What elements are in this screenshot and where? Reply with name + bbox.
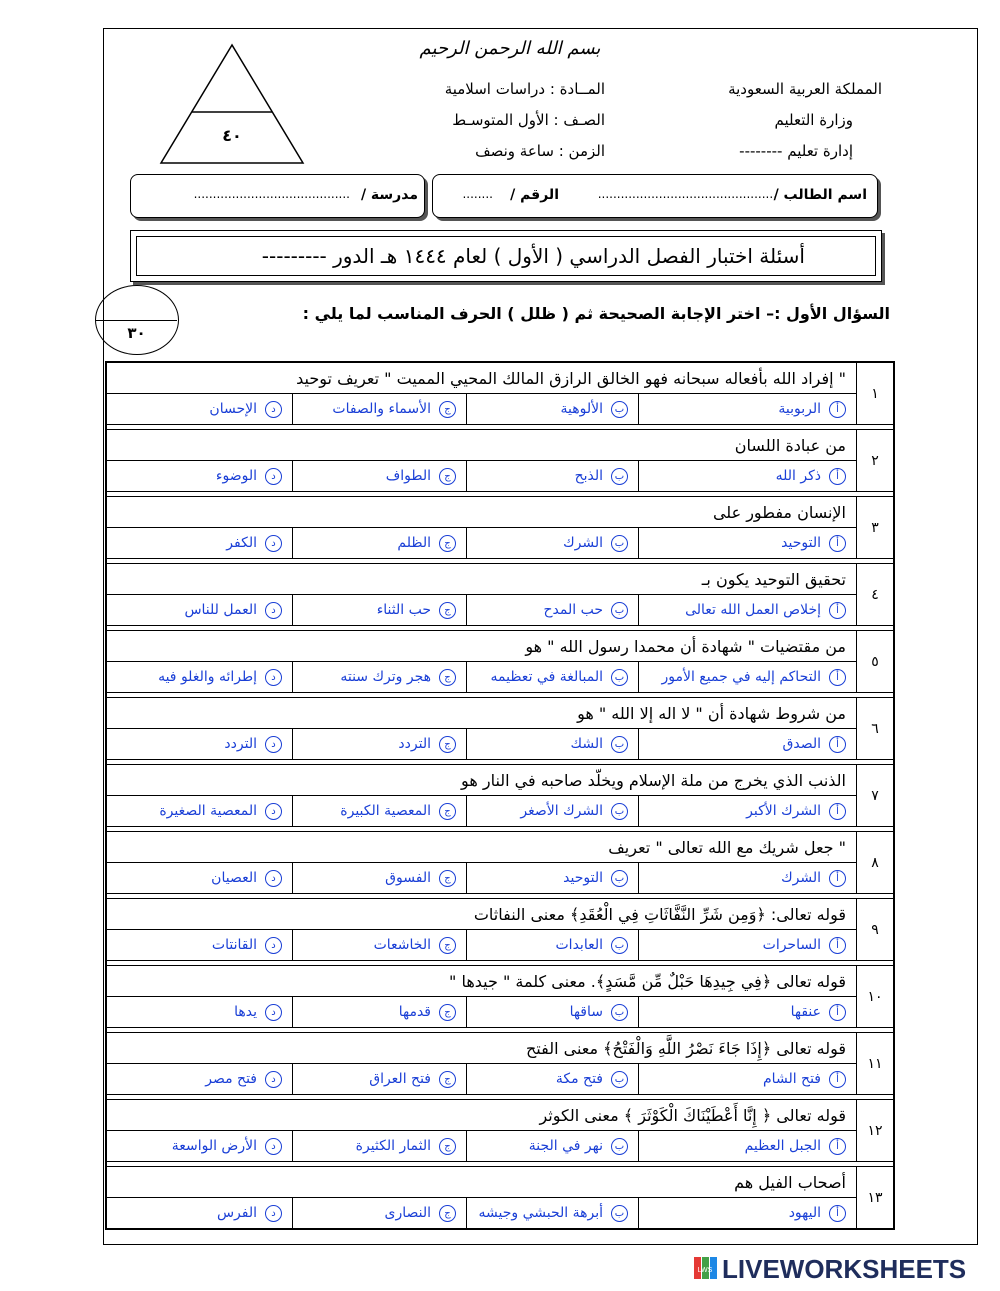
choice-option[interactable] (466, 729, 638, 759)
choice-letter-icon: ب (611, 736, 628, 753)
choice-label: عنقها (790, 1004, 821, 1020)
choices-cell (106, 729, 857, 760)
choices-cell (106, 997, 857, 1028)
choice-option[interactable] (638, 394, 856, 424)
choices-cell (106, 1198, 857, 1230)
question-row (106, 1033, 894, 1064)
question-text: من عبادة اللسان (106, 430, 857, 461)
choice-letter-icon: أ (829, 468, 846, 485)
question-row (106, 899, 894, 930)
choice-label: الأسماء والصفات (332, 401, 431, 417)
question-row (106, 765, 894, 796)
choice-label: فتح مكة (555, 1071, 603, 1087)
choice-option[interactable] (107, 528, 292, 558)
question-number: ٦ (857, 698, 895, 760)
choice-label: هجر وترك سنته (340, 669, 431, 685)
choice-option[interactable] (638, 1198, 856, 1228)
choice-label: التردد (224, 736, 257, 752)
choice-option[interactable] (292, 1064, 466, 1094)
question-number: ٤ (857, 564, 895, 626)
question-number: ٨ (857, 832, 895, 894)
question-number: ١٢ (857, 1100, 895, 1162)
choices-row (106, 863, 894, 894)
choice-option[interactable] (638, 729, 856, 759)
choices-cell (106, 930, 857, 961)
choices-row (106, 461, 894, 492)
choice-label: العابدات (555, 937, 603, 953)
choice-letter-icon: أ (829, 937, 846, 954)
question-number: ٢ (857, 430, 895, 492)
choice-letter-icon: د (265, 1138, 282, 1155)
question-text: أصحاب الفيل هم (106, 1167, 857, 1198)
choice-option[interactable] (466, 662, 638, 692)
choice-label: الخاشعات (373, 937, 431, 953)
triangle-shape (158, 42, 306, 166)
choice-letter-icon: أ (829, 1071, 846, 1088)
choices-cell (106, 394, 857, 425)
subject-label: المــادة : دراسات اسلامية (444, 80, 605, 98)
choice-label: الثمار الكثيرة (355, 1138, 431, 1154)
choices-cell (106, 662, 857, 693)
choice-option[interactable] (638, 1064, 856, 1094)
choice-option[interactable] (292, 528, 466, 558)
choice-label: الربوبية (778, 401, 821, 417)
choice-letter-icon: ج (439, 1138, 456, 1155)
choice-option[interactable] (466, 1064, 638, 1094)
student-name-label: اسم الطالب / (773, 187, 867, 203)
choice-label: اليهود (788, 1205, 821, 1221)
choice-option[interactable] (292, 997, 466, 1027)
choice-letter-icon: د (265, 1205, 282, 1222)
choice-label: فتح مصر (205, 1071, 257, 1087)
choice-label: ساقها (569, 1004, 603, 1020)
choice-label: الصدق (782, 736, 821, 752)
choice-letter-icon: أ (829, 602, 846, 619)
choice-letter-icon: د (265, 736, 282, 753)
choice-label: الوضوء (215, 468, 257, 484)
choice-option[interactable] (466, 796, 638, 826)
choice-label: الساحرات (762, 937, 821, 953)
choice-option[interactable] (107, 595, 292, 625)
choice-option[interactable] (638, 863, 856, 893)
choices-cell (106, 796, 857, 827)
choice-label: العمل للناس (184, 602, 257, 618)
score-divider (96, 320, 177, 321)
choice-letter-icon: ب (611, 1004, 628, 1021)
choice-letter-icon: د (265, 803, 282, 820)
choices-row (106, 394, 894, 425)
choice-label: ذكر الله (775, 468, 821, 484)
choices-cell (106, 528, 857, 559)
choice-option[interactable] (638, 930, 856, 960)
student-number-field[interactable]: ........ (462, 187, 493, 201)
question-text: قوله تعالى ﴿ إِنَّا أَعْطَيْنَاكَ الْكَوْثَرَ ﴾ معنى الكوثر (106, 1100, 857, 1131)
question-number: ١٣ (857, 1167, 895, 1230)
choice-letter-icon: د (265, 602, 282, 619)
choice-option[interactable] (638, 796, 856, 826)
choice-letter-icon: أ (829, 669, 846, 686)
choice-letter-icon: ب (611, 669, 628, 686)
question-row (106, 1100, 894, 1131)
choice-label: المبالغة في تعظيمه (490, 669, 603, 685)
choice-label: الشرك (781, 870, 821, 886)
choice-letter-icon: أ (829, 1138, 846, 1155)
choice-option[interactable] (466, 997, 638, 1027)
choice-option[interactable] (292, 930, 466, 960)
logo-text: LIVEWORKSHEETS (722, 1254, 967, 1283)
choice-label: نهر في الجنة (528, 1138, 603, 1154)
question-text: الذنب الذي يخرج من ملة الإسلام ويخلّد صاحبه في النار هو (106, 765, 857, 796)
question-text: قوله تعالى: ﴿وَمِن شَرِّ النَّفَّاثَاتِ فِي الْعُقَدِ﴾ معنى النفاثات (106, 899, 857, 930)
choice-letter-icon: ج (439, 401, 456, 418)
choice-letter-icon: ج (439, 535, 456, 552)
choice-label: النصارى (384, 1205, 431, 1221)
choice-letter-icon: ب (611, 1138, 628, 1155)
school-info-box (130, 174, 425, 218)
choice-letter-icon: أ (829, 803, 846, 820)
choice-option[interactable] (292, 394, 466, 424)
choice-letter-icon: ج (439, 669, 456, 686)
kingdom-label: المملكة العربية السعودية (728, 80, 882, 98)
choices-row (106, 930, 894, 961)
choice-label: الشك (570, 736, 603, 752)
student-name-field[interactable]: ............................................... (597, 187, 777, 201)
choice-option[interactable] (466, 394, 638, 424)
choice-option[interactable] (107, 930, 292, 960)
choice-option[interactable] (466, 863, 638, 893)
choices-row (106, 1198, 894, 1230)
question-text: " إفراد الله بأفعاله سبحانه فهو الخالق الرازق المالك المحيي المميت " تعريف توحيد (106, 362, 857, 394)
choice-option[interactable] (107, 796, 292, 826)
choice-letter-icon: د (265, 1071, 282, 1088)
choice-option[interactable] (466, 930, 638, 960)
choice-letter-icon: ب (611, 870, 628, 887)
basmala: بسم الله الرحمن الرحيم (419, 38, 601, 59)
question-text: من شروط شهادة أن " لا اله إلا الله " هو (106, 698, 857, 729)
choice-letter-icon: ب (611, 535, 628, 552)
choice-letter-icon: د (265, 669, 282, 686)
school-label: مدرسة / (360, 187, 418, 203)
choice-label: فتح العراق (369, 1071, 431, 1087)
choice-label: فتح الشام (763, 1071, 821, 1087)
choice-letter-icon: ب (611, 1071, 628, 1088)
choice-option[interactable] (638, 461, 856, 491)
choice-letter-icon: د (265, 401, 282, 418)
question-text: الإنسان مفطور على (106, 497, 857, 528)
choice-letter-icon: أ (829, 870, 846, 887)
choices-row (106, 1131, 894, 1162)
question-row (106, 362, 894, 394)
choice-label: الشرك (563, 535, 603, 551)
choice-option[interactable] (638, 595, 856, 625)
choice-label: الذبح (574, 468, 603, 484)
choice-label: الطواف (385, 468, 431, 484)
choice-option[interactable] (466, 1198, 638, 1228)
choice-option[interactable] (292, 863, 466, 893)
choice-letter-icon: ب (611, 1205, 628, 1222)
question-text: " جعل شريك مع الله تعالى " تعريف (106, 832, 857, 863)
choices-row (106, 997, 894, 1028)
choice-label: الشرك الأصغر (520, 803, 603, 819)
total-score-value: ٤٠ (222, 126, 242, 145)
choice-label: الأرض الواسعة (171, 1138, 257, 1154)
grade-label: الصـف : الأول المتوسـط (452, 111, 605, 129)
choices-row (106, 796, 894, 827)
choices-row (106, 528, 894, 559)
choice-label: الإحسان (209, 401, 257, 417)
choice-option[interactable] (107, 997, 292, 1027)
choice-label: حب الثناء (376, 602, 431, 618)
choice-label: المعصية الكبيرة (340, 803, 431, 819)
choice-label: القانتات (211, 937, 257, 953)
choice-label: إطرائه والغلو فيه (158, 669, 257, 685)
choice-option[interactable] (107, 1198, 292, 1228)
choice-letter-icon: ب (611, 803, 628, 820)
choice-label: العصيان (211, 870, 257, 886)
choice-option[interactable] (466, 461, 638, 491)
time-label: الزمن : ساعة ونصف (475, 142, 605, 160)
choice-option[interactable] (292, 1198, 466, 1228)
choice-label: الفسوق (385, 870, 431, 886)
total-score-triangle (158, 42, 306, 166)
question1-score-value: ٣٠ (127, 324, 146, 342)
question-row (106, 1167, 894, 1198)
question-row (106, 430, 894, 461)
choice-label: المعصية الصغيرة (159, 803, 257, 819)
choice-letter-icon: د (265, 937, 282, 954)
choices-cell (106, 863, 857, 894)
choice-option[interactable] (107, 1064, 292, 1094)
choices-row (106, 662, 894, 693)
choice-letter-icon: ج (439, 937, 456, 954)
choice-option[interactable] (107, 1131, 292, 1161)
choice-option[interactable] (107, 729, 292, 759)
choice-option[interactable] (107, 863, 292, 893)
choice-label: التوحيد (781, 535, 821, 551)
choice-letter-icon: ج (439, 1205, 456, 1222)
choice-letter-icon: ج (439, 602, 456, 619)
question-number: ١١ (857, 1033, 895, 1095)
choice-option[interactable] (292, 729, 466, 759)
choice-label: الألوهية (560, 401, 603, 417)
choice-letter-icon: أ (829, 401, 846, 418)
question-row (106, 966, 894, 997)
choice-option[interactable] (466, 528, 638, 558)
choices-cell (106, 595, 857, 626)
choice-letter-icon: ج (439, 468, 456, 485)
footer-logo[interactable] (690, 1253, 980, 1283)
choice-letter-icon: ب (611, 468, 628, 485)
question-number: ٥ (857, 631, 895, 693)
school-field[interactable]: ......................................... (193, 187, 350, 201)
question1-score-circle (95, 285, 179, 355)
question-row (106, 698, 894, 729)
choice-option[interactable] (292, 662, 466, 692)
question-number: ١٠ (857, 966, 895, 1028)
choice-option[interactable] (466, 595, 638, 625)
choice-letter-icon: أ (829, 1004, 846, 1021)
choice-option[interactable] (292, 796, 466, 826)
choice-option[interactable] (107, 662, 292, 692)
choice-option[interactable] (292, 595, 466, 625)
choice-letter-icon: ب (611, 401, 628, 418)
choice-label: الجبل العظيم (744, 1138, 821, 1154)
choice-letter-icon: ج (439, 803, 456, 820)
choice-label: الظلم (397, 535, 431, 551)
choices-row (106, 1064, 894, 1095)
question-row (106, 832, 894, 863)
choice-letter-icon: ج (439, 1071, 456, 1088)
logo-badge: LWS (697, 1267, 713, 1274)
administration-label: إدارة تعليم -------- (739, 142, 853, 160)
choice-letter-icon: أ (829, 1205, 846, 1222)
choice-label: التحاكم إليه في جميع الأمور (661, 669, 821, 685)
liveworksheets-logo (690, 1253, 980, 1283)
choice-option[interactable] (638, 528, 856, 558)
choice-option[interactable] (107, 394, 292, 424)
choice-letter-icon: أ (829, 535, 846, 552)
choices-cell (106, 461, 857, 492)
choice-letter-icon: ب (611, 937, 628, 954)
choice-letter-icon: د (265, 535, 282, 552)
choice-option[interactable] (292, 1131, 466, 1161)
question-number: ٣ (857, 497, 895, 559)
question-number: ٩ (857, 899, 895, 961)
exam-title-box (130, 230, 882, 282)
choices-row (106, 595, 894, 626)
choice-label: قدمها (398, 1004, 431, 1020)
choice-letter-icon: أ (829, 736, 846, 753)
choice-option[interactable] (638, 662, 856, 692)
student-number-label: الرقم / (510, 187, 559, 203)
choice-label: التردد (398, 736, 431, 752)
choice-letter-icon: ج (439, 870, 456, 887)
choice-letter-icon: د (265, 468, 282, 485)
choice-letter-icon: د (265, 870, 282, 887)
ministry-label: وزارة التعليم (774, 111, 853, 129)
questions-table (105, 361, 895, 1230)
choices-cell (106, 1131, 857, 1162)
question-text: من مقتضيات " شهادة أن محمدا رسول الله " هو (106, 631, 857, 662)
choice-label: التوحيد (563, 870, 603, 886)
question-text: قوله تعالى ﴿فِي جِيدِهَا حَبْلٌ مِّن مَّسَدٍ﴾. معنى كلمة " جيدها " (106, 966, 857, 997)
choice-label: الشرك الأكبر (746, 803, 821, 819)
question-text: قوله تعالى ﴿إِذَا جَاءَ نَصْرُ اللَّهِ وَالْفَتْحُ﴾ معنى الفتح (106, 1033, 857, 1064)
choices-row (106, 729, 894, 760)
student-info-box (432, 174, 878, 218)
choice-letter-icon: د (265, 1004, 282, 1021)
choices-cell (106, 1064, 857, 1095)
choice-letter-icon: ج (439, 736, 456, 753)
choice-option[interactable] (107, 461, 292, 491)
question-number: ١ (857, 362, 895, 425)
question-row (106, 631, 894, 662)
exam-title: أسئلة اختبار الفصل الدراسي ( الأول ) لعام ١٤٤٤ هـ الدور --------- (136, 236, 876, 276)
question-row (106, 564, 894, 595)
choice-label: إخلاص العمل الله تعالى (685, 602, 821, 618)
choice-label: أبرهة الحبشي وجيشه (478, 1205, 603, 1221)
choice-option[interactable] (466, 1131, 638, 1161)
question-row (106, 497, 894, 528)
question-number: ٧ (857, 765, 895, 827)
choice-option[interactable] (638, 997, 856, 1027)
choice-letter-icon: ب (611, 602, 628, 619)
choice-letter-icon: ج (439, 1004, 456, 1021)
question-text: تحقيق التوحيد يكون بـ (106, 564, 857, 595)
choice-label: الفرس (216, 1205, 257, 1221)
choice-label: يدها (234, 1004, 257, 1020)
choice-label: حب المدح (543, 602, 603, 618)
choice-label: الكفر (226, 535, 257, 551)
choice-option[interactable] (292, 461, 466, 491)
question1-heading: السؤال الأول :– اختر الإجابة الصحيحة ثم ( ظلل ) الحرف المناسب لما يلي : (302, 304, 890, 323)
choice-option[interactable] (638, 1131, 856, 1161)
